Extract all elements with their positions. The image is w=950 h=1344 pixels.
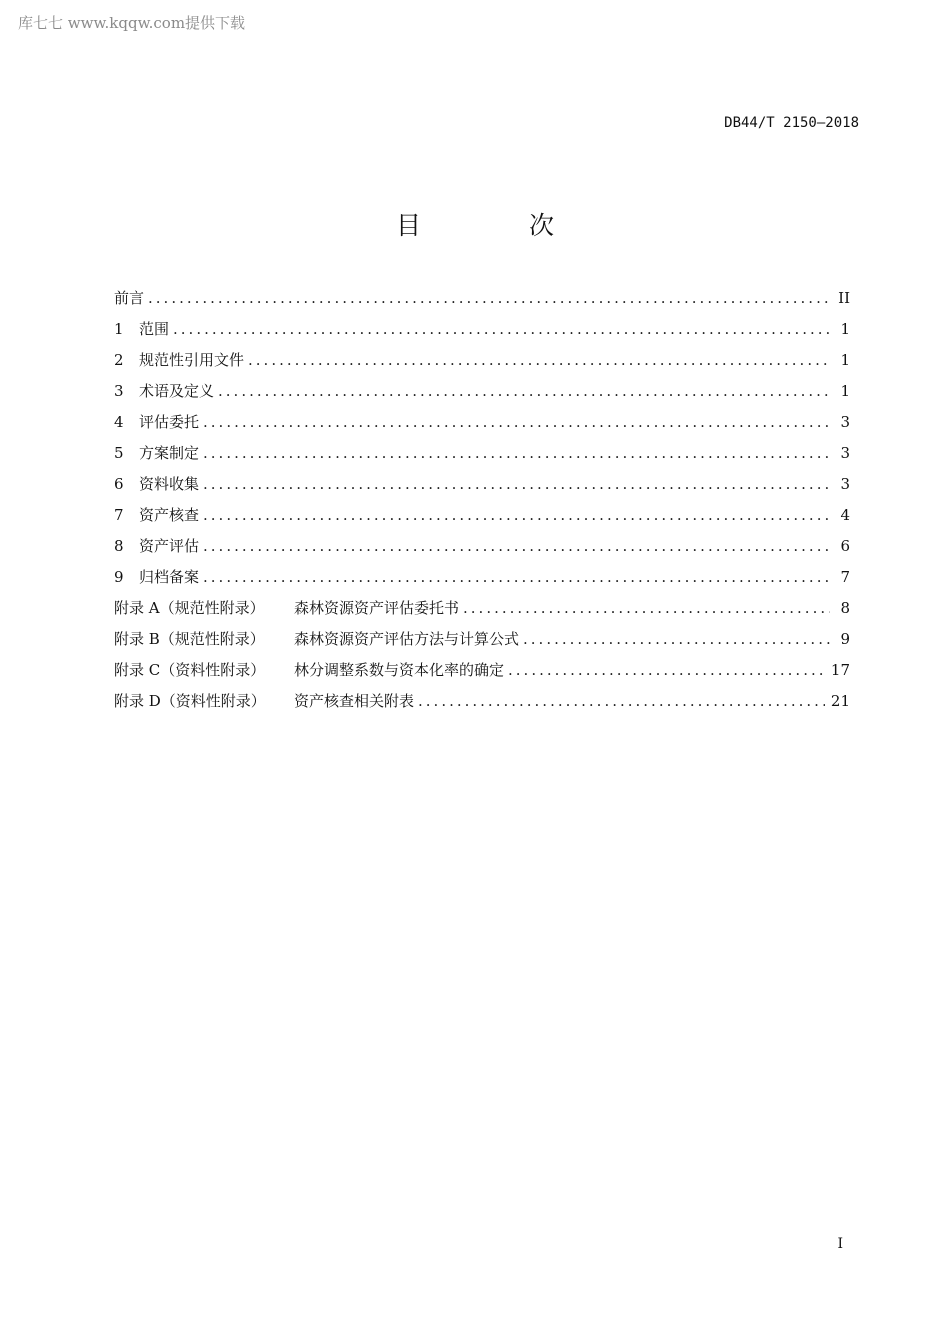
toc-label: 方案制定 bbox=[139, 444, 200, 462]
toc-leader-dots bbox=[203, 442, 830, 464]
toc-label: 林分调整系数与资本化率的确定 bbox=[294, 661, 505, 679]
toc-item-asset-appraisal[interactable] bbox=[114, 535, 850, 566]
watermark-text: 库七七 www.kqqw.com提供下载 bbox=[18, 14, 246, 32]
toc-page-number: 1 bbox=[840, 351, 850, 369]
toc-page-number: 6 bbox=[840, 537, 850, 555]
toc-section-number: 1 bbox=[114, 320, 124, 338]
toc-item-scope[interactable] bbox=[114, 318, 850, 349]
toc-page-number: 3 bbox=[840, 444, 850, 462]
toc-leader-dots bbox=[173, 318, 830, 340]
toc-section-number: 7 bbox=[114, 506, 124, 524]
toc-section-number: 5 bbox=[114, 444, 124, 462]
toc-item-data-collection[interactable] bbox=[114, 473, 850, 504]
toc-page-number: 17 bbox=[830, 661, 850, 679]
toc-item-plan-formulation[interactable] bbox=[114, 442, 850, 473]
toc-item-appendix-d[interactable] bbox=[114, 690, 850, 721]
toc-label: 资产核查相关附表 bbox=[294, 692, 415, 710]
page-number: I bbox=[837, 1236, 843, 1252]
toc-leader-dots bbox=[203, 535, 830, 557]
toc-item-terms-definitions[interactable] bbox=[114, 380, 850, 411]
toc-page-number: 7 bbox=[840, 568, 850, 586]
toc-page-number: 1 bbox=[840, 320, 850, 338]
toc-section-number: 2 bbox=[114, 351, 124, 369]
toc-page-number: 3 bbox=[840, 475, 850, 493]
toc-leader-dots bbox=[203, 411, 830, 433]
toc-item-archiving[interactable] bbox=[114, 566, 850, 597]
toc-appendix-prefix: 附录 B（规范性附录） bbox=[114, 630, 265, 648]
toc-label: 森林资源资产评估委托书 bbox=[294, 599, 460, 617]
toc-section-number: 4 bbox=[114, 413, 124, 431]
toc-page-number: II bbox=[838, 289, 850, 307]
toc-leader-dots bbox=[203, 566, 830, 588]
toc-section-number: 6 bbox=[114, 475, 124, 493]
toc-item-foreword[interactable] bbox=[114, 287, 850, 318]
toc-section-number: 3 bbox=[114, 382, 124, 400]
toc-appendix-prefix: 附录 D（资料性附录） bbox=[114, 692, 266, 710]
toc-leader-dots bbox=[418, 690, 825, 712]
toc-page-number: 8 bbox=[840, 599, 850, 617]
toc-label: 资产核查 bbox=[139, 506, 200, 524]
toc-page-number: 21 bbox=[830, 692, 850, 710]
toc-label: 归档备案 bbox=[139, 568, 200, 586]
toc-item-asset-verification[interactable] bbox=[114, 504, 850, 535]
toc-page-number: 4 bbox=[840, 506, 850, 524]
toc-appendix-prefix: 附录 C（资料性附录） bbox=[114, 661, 266, 679]
toc-section-number: 9 bbox=[114, 568, 124, 586]
toc-leader-dots bbox=[508, 659, 825, 681]
toc-label: 规范性引用文件 bbox=[139, 351, 245, 369]
toc-label: 森林资源资产评估方法与计算公式 bbox=[294, 630, 520, 648]
toc-label: 范围 bbox=[139, 320, 170, 338]
toc-item-appendix-c[interactable] bbox=[114, 659, 850, 690]
toc-label: 资料收集 bbox=[139, 475, 200, 493]
toc-item-appendix-b[interactable] bbox=[114, 628, 850, 659]
toc-leader-dots bbox=[218, 380, 830, 402]
toc-label: 术语及定义 bbox=[139, 382, 215, 400]
document-code: DB44/T 2150—2018 bbox=[724, 115, 859, 131]
toc-leader-dots bbox=[463, 597, 830, 619]
toc-leader-dots bbox=[203, 473, 830, 495]
toc-section-number: 8 bbox=[114, 537, 124, 555]
toc-leader-dots bbox=[523, 628, 830, 650]
page-title: 目 次 bbox=[396, 211, 604, 240]
table-of-contents bbox=[114, 287, 850, 721]
toc-appendix-prefix: 附录 A（规范性附录） bbox=[114, 599, 265, 617]
toc-label: 前言 bbox=[114, 289, 145, 307]
toc-leader-dots bbox=[248, 349, 830, 371]
toc-label: 资产评估 bbox=[139, 537, 200, 555]
toc-page-number: 9 bbox=[840, 630, 850, 648]
toc-item-normative-references[interactable] bbox=[114, 349, 850, 380]
toc-leader-dots bbox=[203, 504, 830, 526]
toc-item-appendix-a[interactable] bbox=[114, 597, 850, 628]
toc-page-number: 3 bbox=[840, 413, 850, 431]
toc-label: 评估委托 bbox=[139, 413, 200, 431]
toc-leader-dots bbox=[148, 287, 830, 309]
toc-item-appraisal-commission[interactable] bbox=[114, 411, 850, 442]
toc-page-number: 1 bbox=[840, 382, 850, 400]
